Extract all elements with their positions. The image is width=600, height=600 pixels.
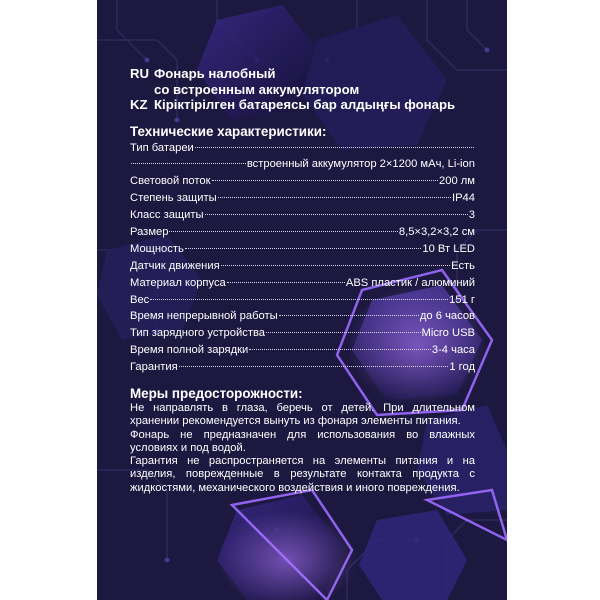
spec-value: Есть bbox=[451, 259, 475, 272]
spec-value: 10 Вт LED bbox=[422, 242, 475, 255]
header-ru-line2 bbox=[130, 82, 475, 98]
spec-value: IP44 bbox=[451, 192, 475, 205]
dot-leader bbox=[205, 214, 468, 215]
spec-value: 3 bbox=[468, 209, 475, 222]
spec-row bbox=[130, 275, 475, 292]
dot-leader bbox=[131, 163, 246, 164]
specs-title: Технические характеристики: bbox=[130, 123, 327, 139]
dot-leader bbox=[227, 282, 345, 283]
dot-leader bbox=[249, 349, 431, 350]
instruction-card bbox=[97, 0, 507, 600]
language-code-kz: KZ bbox=[130, 97, 148, 112]
spec-value: 1 год bbox=[449, 361, 475, 374]
spec-row bbox=[130, 173, 475, 190]
spec-label: Тип зарядного устройства bbox=[130, 327, 265, 340]
spec-row bbox=[130, 241, 475, 258]
dot-leader bbox=[221, 265, 450, 266]
spec-value: до 6 часов bbox=[419, 310, 475, 323]
spec-label: Размер bbox=[130, 225, 169, 238]
instruction-content bbox=[130, 66, 475, 495]
language-code-ru: RU bbox=[130, 66, 150, 81]
spec-value: 3-4 часа bbox=[431, 344, 475, 357]
spec-row bbox=[130, 292, 475, 309]
header-kz bbox=[130, 97, 475, 113]
dot-leader bbox=[185, 248, 422, 249]
spec-label: Световой поток bbox=[130, 175, 211, 188]
specs-list bbox=[130, 140, 475, 376]
precautions-title: Меры предосторожности: bbox=[130, 385, 303, 401]
spec-row bbox=[130, 140, 475, 157]
spec-label: Гарантия bbox=[130, 361, 178, 374]
product-name-kz: Кіріктірілген батареясы бар алдыңғы фонарь bbox=[154, 97, 456, 112]
spec-row bbox=[130, 342, 475, 359]
spec-row bbox=[130, 190, 475, 207]
spec-value: 200 лм bbox=[439, 175, 475, 188]
spec-value: Micro USB bbox=[421, 327, 475, 340]
dot-leader bbox=[169, 231, 397, 232]
dot-leader bbox=[150, 299, 448, 300]
spec-label: Время полной зарядки bbox=[130, 344, 249, 357]
spec-row bbox=[130, 156, 475, 173]
spec-value: встроенный аккумулятор 2×1200 мАч, Li-ion bbox=[246, 158, 475, 171]
spec-value: 151 г bbox=[449, 293, 475, 306]
header-ru bbox=[130, 66, 475, 82]
dot-leader bbox=[195, 147, 474, 148]
spec-label: Степень защиты bbox=[130, 192, 217, 205]
precaution-paragraph: Фонарь не предназначен для использования во влажных условиях и под водой. bbox=[130, 428, 475, 454]
dot-leader bbox=[266, 332, 421, 333]
product-name-ru-line1: Фонарь налобный bbox=[154, 66, 276, 81]
spec-label: Время непрерывной работы bbox=[130, 310, 278, 323]
spec-row bbox=[130, 325, 475, 342]
dot-leader bbox=[179, 366, 449, 367]
spec-row bbox=[130, 359, 475, 376]
dot-leader bbox=[212, 180, 438, 181]
spec-label: Класс защиты bbox=[130, 209, 204, 222]
spec-row bbox=[130, 258, 475, 275]
precaution-paragraph: Гарантия не распространяется на элементы питания и на изделия, поврежденные в результате контакта продукта с жидкостями, механического воздействия и иного повреждения. bbox=[130, 455, 475, 494]
spec-label: Мощность bbox=[130, 242, 184, 255]
dot-leader bbox=[218, 197, 451, 198]
spec-label: Вес bbox=[130, 293, 150, 306]
spec-label: Материал корпуса bbox=[130, 276, 226, 289]
product-name-ru-line2: со встроенным аккумулятором bbox=[154, 81, 360, 97]
spec-value: ABS пластик / алюминий bbox=[345, 276, 475, 289]
spec-row bbox=[130, 308, 475, 325]
spec-label: Тип батареи bbox=[130, 141, 194, 154]
spec-label: Датчик движения bbox=[130, 259, 220, 272]
spec-value: 8,5×3,2×3,2 см bbox=[398, 225, 475, 238]
spec-row bbox=[130, 224, 475, 241]
dot-leader bbox=[279, 315, 419, 316]
precaution-paragraph: Не направлять в глаза, беречь от детей. При длительном хранении рекомендуется вынуть из фонаря элементы питания. bbox=[130, 401, 475, 428]
spec-row bbox=[130, 207, 475, 224]
